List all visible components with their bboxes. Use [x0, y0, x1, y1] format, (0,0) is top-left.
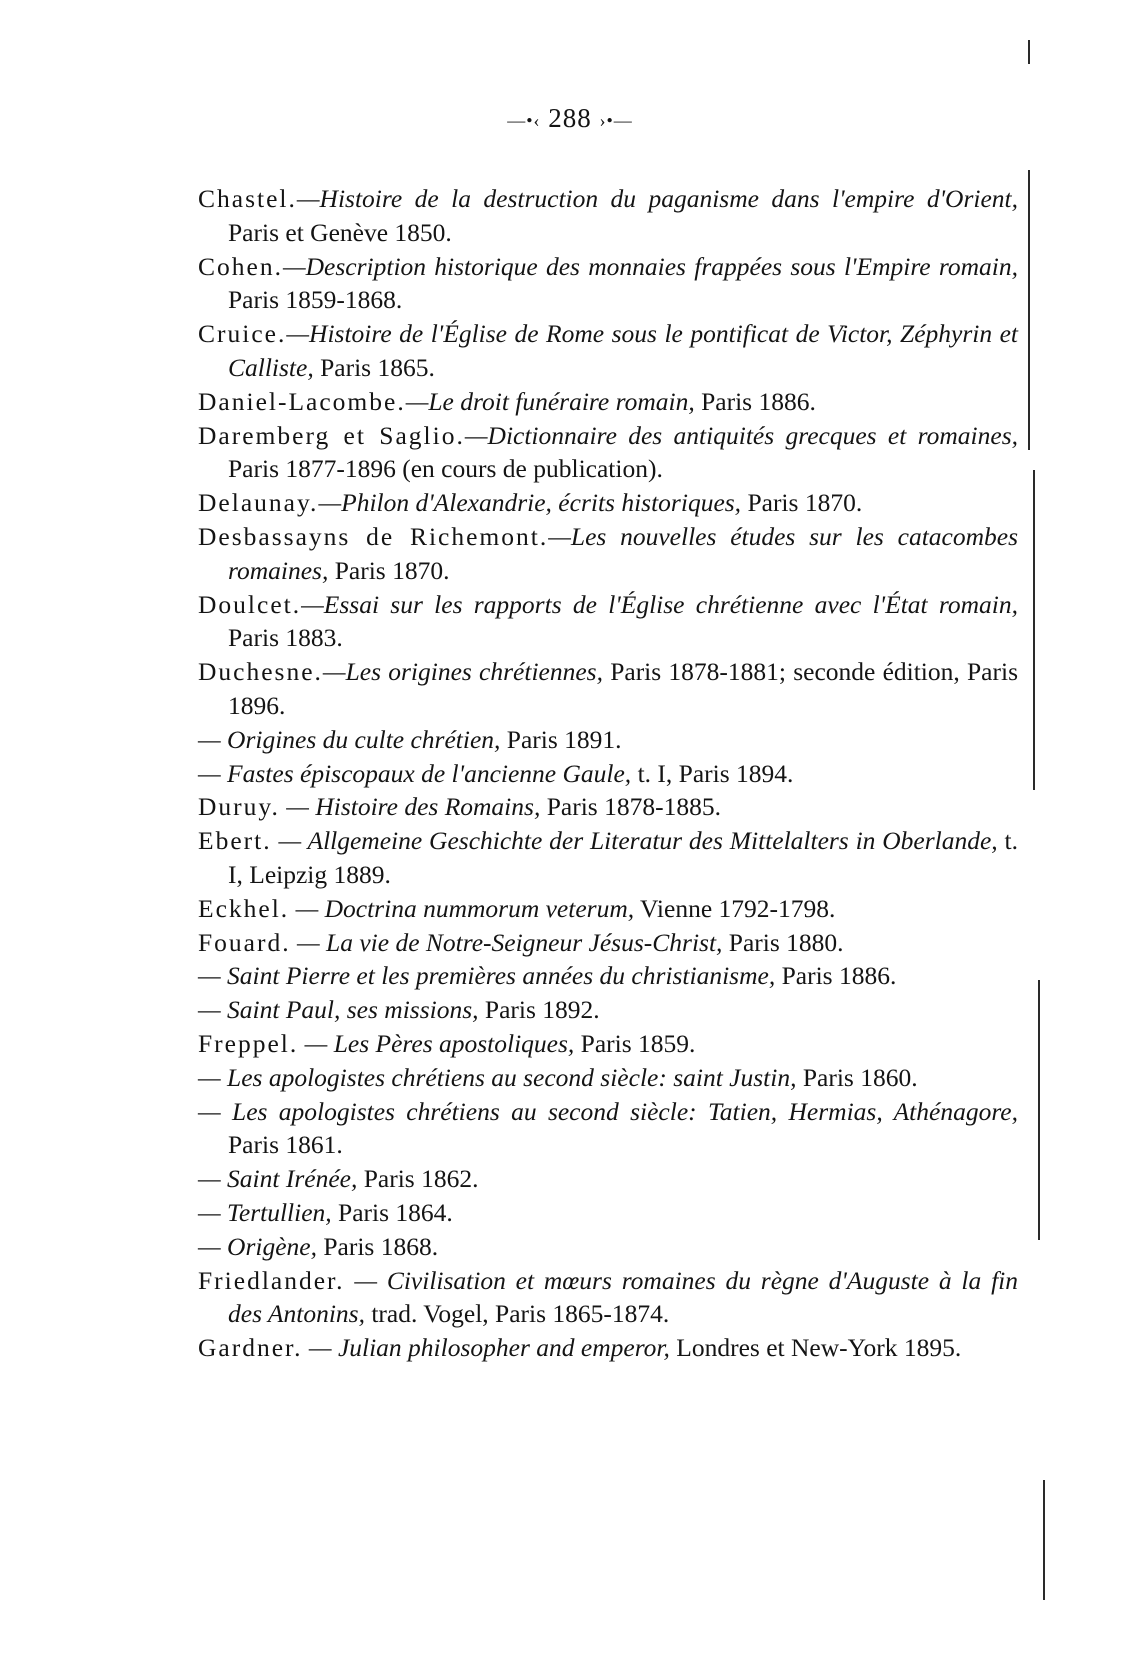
entry-title: — Les Pères apostoliques,: [298, 1028, 575, 1058]
entry-publication: Paris 1886.: [694, 386, 816, 416]
entry-publication: Paris 1868.: [316, 1231, 439, 1261]
entry-publication: Paris 1865.: [313, 352, 435, 382]
bibliography-entry: [198, 1162, 1018, 1196]
entry-title: — La vie de Notre-Seigneur Jésus-Christ,: [290, 927, 723, 957]
page-number: 288: [548, 103, 592, 133]
entry-author: Delaunay.: [198, 488, 319, 518]
entry-author: Chastel.: [198, 184, 297, 213]
bibliography-list: [198, 182, 1018, 1365]
bibliography-entry: [198, 1061, 1018, 1095]
entry-title: — Les apologistes chrétiens au second siècle: Tatien, Hermias, Athénagore,: [198, 1096, 1018, 1126]
bibliography-entry: [198, 1095, 1018, 1163]
bibliography-entry: [198, 1331, 1018, 1365]
page-edge-mark: [1038, 980, 1040, 1240]
entry-author: Friedlander.: [198, 1265, 345, 1295]
entry-author: Daremberg et Saglio.: [198, 420, 465, 450]
bibliography-entry: [198, 182, 1018, 250]
bibliography-entry: [198, 1230, 1018, 1264]
entry-title: — Origines du culte chrétien,: [198, 724, 501, 754]
bibliography-entry: [198, 588, 1018, 656]
bibliography-entry: [198, 486, 1018, 520]
page-edge-mark: [1028, 170, 1030, 450]
entry-title: —Histoire de la destruction du paganisme dans l'empire d'Orient,: [296, 184, 1018, 213]
entry-title: — Les apologistes chrétiens au second siècle: saint Justin,: [198, 1062, 797, 1092]
entry-title: — Fastes épiscopaux de l'ancienne Gaule,: [198, 758, 632, 788]
entry-author: Cruice.: [198, 319, 287, 349]
entry-title: —Description historique des monnaies frappées sous l'Empire romain,: [282, 251, 1018, 281]
bibliography-entry: [198, 757, 1018, 791]
entry-author: Fouard.: [198, 927, 291, 957]
entry-title: —Essai sur les rapports de l'Église chrétienne avec l'État romain,: [301, 589, 1018, 619]
entry-publication: Paris et Genève 1850.: [228, 217, 452, 247]
entry-publication: Paris 1860.: [796, 1062, 918, 1092]
entry-title: — Histoire des Romains,: [279, 792, 541, 822]
bibliography-entry: [198, 892, 1018, 926]
entry-title: —Philon d'Alexandrie, écrits historiques,: [318, 488, 742, 518]
entry-publication: Vienne 1792-1798.: [634, 893, 836, 923]
entry-publication: Paris 1870.: [741, 488, 863, 518]
entry-author: Freppel.: [198, 1028, 299, 1058]
entry-author: Daniel-Lacombe.: [198, 386, 406, 416]
entry-publication: Paris 1880.: [722, 927, 844, 957]
entry-publication: Paris 1870.: [328, 555, 450, 585]
entry-publication: Paris 1862.: [357, 1164, 479, 1194]
page-number-header: [0, 103, 1140, 134]
bibliography-entry: [198, 250, 1018, 318]
entry-publication: Paris 1864.: [331, 1197, 453, 1227]
entry-title: — Allgemeine Geschichte der Literatur des Mittelalters in Oberlande,: [271, 826, 998, 856]
entry-publication: Londres et New-York 1895.: [669, 1333, 962, 1363]
entry-title: —Histoire de l'Église de Rome sous le pontificat de Victor, Zéphyrin et Calliste,: [228, 319, 1018, 382]
entry-title: — Doctrina nummorum veterum,: [289, 893, 635, 923]
entry-publication: t. I, Leipzig 1889.: [228, 826, 1018, 889]
entry-publication: Paris 1859.: [574, 1028, 696, 1058]
bibliography-entry: [198, 723, 1018, 757]
entry-publication: Paris 1859-1868.: [228, 285, 403, 315]
entry-title: — Saint Paul, ses missions,: [198, 995, 479, 1025]
bibliography-entry: [198, 1196, 1018, 1230]
bibliography-entry: [198, 317, 1018, 385]
right-ornament: ›•—: [599, 110, 633, 131]
entry-author: Duruy.: [198, 792, 280, 822]
bibliography-entry: [198, 926, 1018, 960]
entry-author: Desbassayns de Richemont.: [198, 521, 549, 551]
page-edge-mark: [1033, 470, 1035, 790]
entry-title: — Julian philosopher and emperor,: [302, 1333, 670, 1363]
entry-author: Cohen.: [198, 251, 283, 281]
entry-title: —Dictionnaire des antiquités grecques et romaines,: [464, 420, 1018, 450]
bibliography-entry: [198, 790, 1018, 824]
entry-title: —Les nouvelles études sur les catacombes romaines,: [228, 521, 1019, 585]
entry-publication: Paris 1892.: [478, 995, 600, 1025]
page-edge-mark: [1043, 1480, 1045, 1600]
bibliography-entry: [198, 520, 1018, 588]
entry-publication: Paris 1883.: [228, 623, 343, 653]
entry-author: Gardner.: [198, 1333, 303, 1363]
bibliography-entry: [198, 1264, 1018, 1332]
entry-author: Ebert.: [198, 826, 272, 856]
entry-publication: Paris 1878-1881; seconde édition, Paris 1896.: [228, 657, 1018, 720]
entry-title: — Civilisation et mœurs romaines du règne d'Auguste à la fin des Antonins,: [228, 1265, 1018, 1329]
bibliography-entry: [198, 1027, 1018, 1061]
entry-title: — Saint Pierre et les premières années du christianisme,: [198, 961, 776, 991]
entry-publication: trad. Vogel, Paris 1865-1874.: [364, 1299, 670, 1329]
page-edge-mark: [1028, 40, 1030, 64]
entry-title: —Les origines chrétiennes,: [322, 657, 603, 687]
entry-author: Doulcet.: [198, 589, 302, 619]
entry-publication: Paris 1886.: [775, 961, 897, 991]
bibliography-entry: [198, 385, 1018, 419]
entry-author: Duchesne.: [198, 657, 323, 687]
entry-publication: Paris 1891.: [500, 724, 622, 754]
entry-author: Eckhel.: [198, 893, 290, 923]
bibliography-entry: [198, 959, 1018, 993]
entry-title: — Origène,: [198, 1231, 317, 1261]
left-ornament: —•‹: [507, 110, 541, 131]
entry-publication: Paris 1861.: [228, 1130, 343, 1160]
bibliography-entry: [198, 824, 1018, 892]
entry-publication: t. I, Paris 1894.: [631, 758, 794, 788]
entry-title: — Saint Irénée,: [198, 1164, 358, 1194]
bibliography-entry: [198, 655, 1018, 723]
bibliography-entry: [198, 993, 1018, 1027]
entry-title: —Le droit funéraire romain,: [405, 386, 695, 416]
entry-title: — Tertullien,: [198, 1197, 332, 1227]
entry-publication: Paris 1878-1885.: [540, 792, 721, 822]
bibliography-entry: [198, 419, 1018, 487]
entry-publication: Paris 1877-1896 (en cours de publication).: [228, 454, 663, 484]
